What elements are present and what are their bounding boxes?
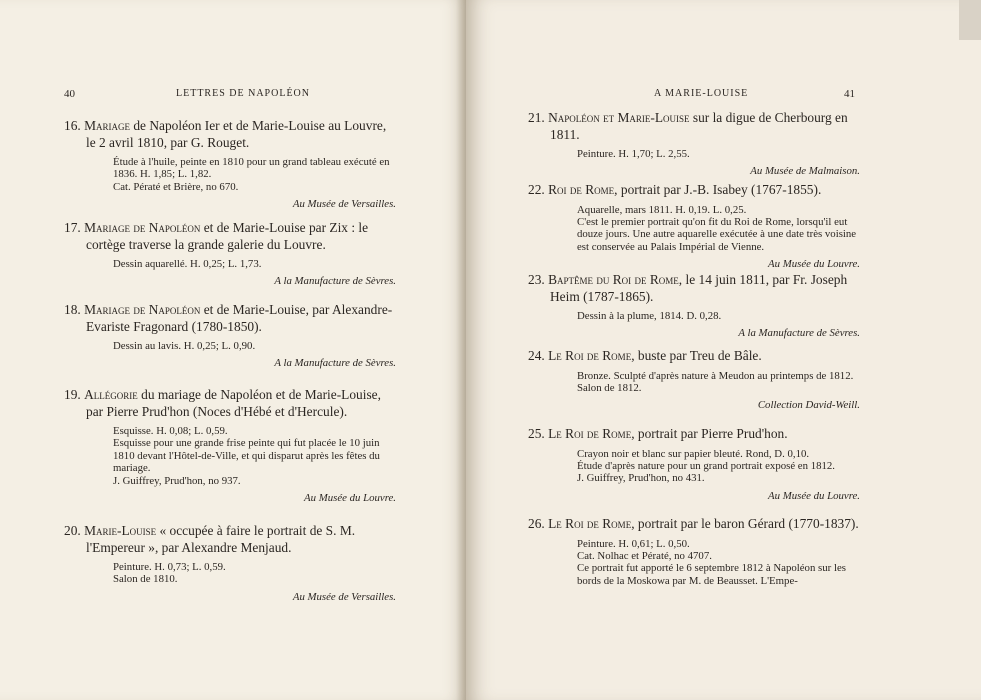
entry-title xyxy=(528,182,860,199)
entry-title-smallcaps: Marie-Louise xyxy=(84,523,157,538)
entry-title-text: , portrait par Pierre Prud'hon. xyxy=(631,426,788,441)
entry-number: 18. xyxy=(64,302,81,317)
catalog-entry xyxy=(64,118,396,213)
entry-title xyxy=(528,110,860,143)
entry-location: A la Manufacture de Sèvres. xyxy=(274,275,396,288)
entry-detail: Esquisse. H. 0,08; L. 0,59. xyxy=(113,425,228,437)
entry-detail: Ce portrait fut apporté le 6 septembre 1812 à Napoléon sur les bords de la Moskowa par M. de Beausset. L'Empe- xyxy=(577,562,846,587)
catalog-entry xyxy=(64,302,396,372)
catalog-entry xyxy=(528,110,860,180)
entry-title-text: , portrait par J.-B. Isabey (1767-1855). xyxy=(614,182,822,197)
entry-title-smallcaps: Le Roi de Rome xyxy=(548,426,632,441)
entry-title-smallcaps: Baptême du Roi de Rome xyxy=(548,272,679,287)
right-page xyxy=(466,0,981,700)
entry-detail: Cat. Pératé et Brière, no 670. xyxy=(113,180,239,193)
next-page-corner xyxy=(959,0,981,40)
entry-location: Au Musée du Louvre. xyxy=(304,492,396,505)
entry-number: 24. xyxy=(528,348,545,363)
entry-title-text: , le 14 juin 1811, par Fr. Joseph Heim (1787-1865). xyxy=(550,272,848,304)
entry-title-text: de Napoléon Ier et de Marie-Louise au Louvre, le 2 avril 1810, par G. Rouget. xyxy=(86,118,387,150)
entry-location: Au Musée de Versailles. xyxy=(292,198,396,211)
entry-number: 26. xyxy=(528,516,545,531)
entry-title-text: et de Marie-Louise, par Alexandre-Evariste Fragonard (1780-1850). xyxy=(86,302,393,334)
entry-title-text: et de Marie-Louise par Zix : le cortège traverse la grande galerie du Louvre. xyxy=(86,220,369,252)
left-page xyxy=(0,0,466,700)
entry-title-smallcaps: Mariage xyxy=(84,118,131,133)
entry-detail: Peinture. H. 0,73; L. 0,59. xyxy=(113,561,226,573)
entry-title-text: du mariage de Napoléon et de Marie-Louise, par Pierre Prud'hon (Noces d'Hébé et d'Hercule). xyxy=(86,387,381,419)
entry-detail: Salon de 1812. xyxy=(577,381,642,394)
entry-number: 19. xyxy=(64,387,81,402)
left-running-head: LETTRES DE NAPOLÉON xyxy=(176,88,310,99)
entry-location: Collection David-Weill. xyxy=(757,399,860,412)
entry-title-text: , buste par Treu de Bâle. xyxy=(631,348,762,363)
entry-detail: J. Guiffrey, Prud'hon, no 937. xyxy=(113,474,241,487)
entry-detail: Esquisse pour une grande frise peinte qui fut placée le 10 juin 1810 devant l'Hôtel-de-Ville, et qui disparut après les fêtes du mariage. xyxy=(113,437,380,475)
entry-number: 20. xyxy=(64,523,81,538)
entry-number: 17. xyxy=(64,220,81,235)
entry-detail: Dessin aquarellé. H. 0,25; L. 1,73. xyxy=(113,258,262,270)
entry-detail: Dessin à la plume, 1814. D. 0,28. xyxy=(577,310,722,322)
entry-number: 23. xyxy=(528,272,545,287)
entry-detail: J. Guiffrey, Prud'hon, no 431. xyxy=(577,472,705,485)
entry-detail: Étude à l'huile, peinte en 1810 pour un grand tableau exécuté en 1836. H. 1,85; L. 1,82. xyxy=(113,156,390,181)
entry-detail: Dessin au lavis. H. 0,25; L. 0,90. xyxy=(113,340,256,352)
entry-detail: Salon de 1810. xyxy=(113,573,178,586)
entry-detail: Peinture. H. 1,70; L. 2,55. xyxy=(577,148,690,160)
entry-location: Au Musée de Malmaison. xyxy=(750,165,860,178)
entry-detail: Crayon noir et blanc sur papier bleuté. Rond, D. 0,10. xyxy=(577,447,810,460)
entry-title-smallcaps: Roi de Rome xyxy=(548,182,615,197)
entry-title xyxy=(64,523,396,556)
entry-title-text: sur la digue de Cherbourg en 1811. xyxy=(550,110,848,142)
right-running-head: A MARIE-LOUISE xyxy=(654,88,749,99)
entry-title-smallcaps: Le Roi de Rome xyxy=(548,516,632,531)
right-page-number: 41 xyxy=(844,88,855,100)
catalog-entry xyxy=(528,348,860,414)
entry-detail: Bronze. Sculpté d'après nature à Meudon au printemps de 1812. xyxy=(577,369,854,382)
catalog-entry xyxy=(528,426,860,504)
catalog-entry xyxy=(64,220,396,290)
catalog-entry xyxy=(64,387,396,507)
entry-location: A la Manufacture de Sèvres. xyxy=(274,357,396,370)
entry-title-smallcaps: Napoléon et Marie-Louise xyxy=(548,110,690,125)
entry-location: Au Musée de Versailles. xyxy=(292,590,396,603)
entry-title-smallcaps: Mariage de Napoléon xyxy=(84,302,201,317)
entry-detail: Aquarelle, mars 1811. H. 0,19. L. 0,25. xyxy=(577,203,747,216)
entry-location: A la Manufacture de Sèvres. xyxy=(738,327,860,340)
entry-number: 16. xyxy=(64,118,81,133)
entry-detail: C'est le premier portrait qu'on fit du Roi de Rome, lorsqu'il eut douze jours. Une autre aquarelle exécutée à une date très voisine est conservée au Palais Impérial de Vienne. xyxy=(577,215,857,253)
entry-title-text: « occupée à faire le portrait de S. M. l'Empereur », par Alexandre Menjaud. xyxy=(86,523,356,555)
entry-location: Au Musée du Louvre. xyxy=(768,258,860,271)
catalog-entry xyxy=(528,272,860,342)
entry-detail: Peinture. H. 0,61; L. 0,50. xyxy=(577,537,690,550)
entry-title-smallcaps: Allégorie xyxy=(84,387,138,402)
entry-title-text: , portrait par le baron Gérard (1770-1837). xyxy=(631,516,859,531)
entry-title xyxy=(528,348,860,365)
entry-title xyxy=(528,516,860,533)
entry-number: 22. xyxy=(528,182,545,197)
catalog-entry xyxy=(64,523,396,605)
entry-title xyxy=(64,387,396,420)
entry-number: 25. xyxy=(528,426,545,441)
entry-title xyxy=(64,302,396,335)
entry-detail: Étude d'après nature pour un grand portrait exposé en 1812. xyxy=(577,459,835,472)
catalog-entry xyxy=(528,182,860,273)
entry-title-smallcaps: Le Roi de Rome xyxy=(548,348,632,363)
entry-title xyxy=(528,426,860,443)
entry-detail: Cat. Nolhac et Pératé, no 4707. xyxy=(577,549,712,562)
entry-number: 21. xyxy=(528,110,545,125)
entry-title xyxy=(64,118,396,151)
entry-title xyxy=(64,220,396,253)
left-page-number: 40 xyxy=(64,88,75,100)
entry-title xyxy=(528,272,860,305)
catalog-entry xyxy=(528,516,860,587)
entry-location: Au Musée du Louvre. xyxy=(768,489,860,502)
entry-title-smallcaps: Mariage de Napoléon xyxy=(84,220,201,235)
